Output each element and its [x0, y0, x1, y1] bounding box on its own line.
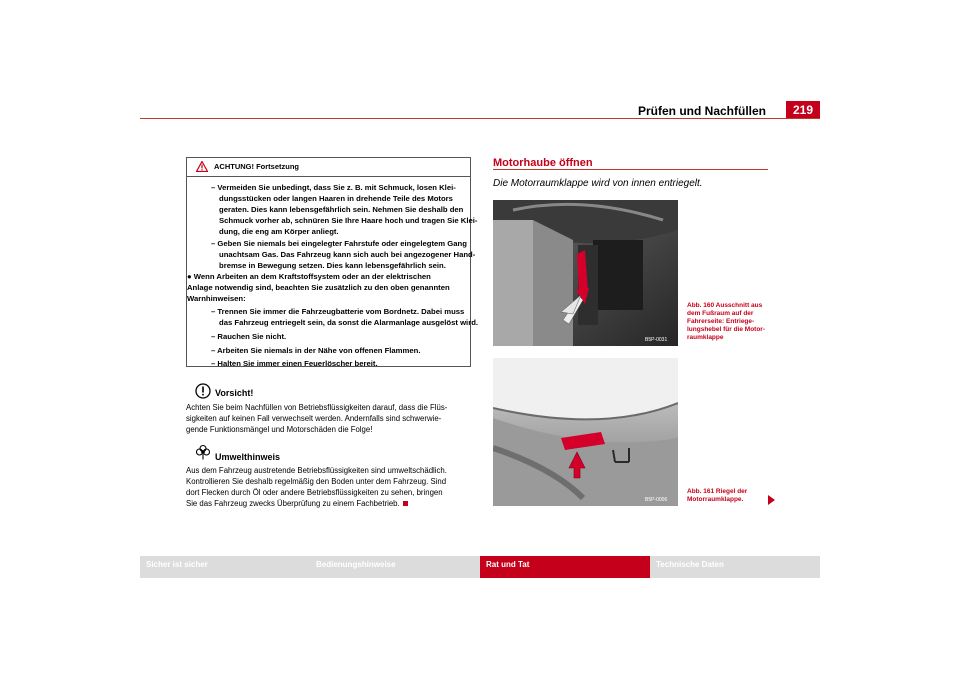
warning-line: – Trennen Sie immer die Fahrzeugbatterie vom Bordnetz. Dabei muss — [211, 307, 465, 316]
figure-code: B5P-0006 — [645, 497, 668, 503]
footwell-illustration — [493, 200, 678, 346]
caution-icon — [195, 383, 211, 399]
caution-line: sigkeiten auf keinen Fall verwechselt werden. Andernfalls sind schwerwie- — [186, 414, 442, 423]
warning-header — [187, 158, 470, 177]
warning-line: unachtsam Gas. Das Fahrzeug kann sich auch bei angezogener Hand- — [219, 250, 476, 259]
warning-title: ACHTUNG! Fortsetzung — [214, 162, 299, 171]
warning-line: Warnhinweisen: — [187, 294, 246, 303]
caution-line: gende Funktionsmängel und Motorschäden die Folge! — [186, 425, 373, 434]
bonnet-latch-illustration — [493, 358, 678, 506]
caption-line: lungshebel für die Motor- — [687, 326, 765, 333]
section-subtitle: Die Motorraumklappe wird von innen entriegelt. — [493, 178, 703, 189]
environment-line: Aus dem Fahrzeug austretende Betriebsflüssigkeiten sind umweltschädlich. — [186, 466, 447, 475]
caption-line: raumklappe — [687, 334, 724, 341]
caption-line: Motorraumklappe. — [687, 496, 744, 503]
warning-triangle-icon — [196, 161, 208, 172]
environment-flower-icon — [195, 444, 211, 460]
warning-line: das Fahrzeug entriegelt sein, da sonst die Alarmanlage ausgelöst wird. — [219, 318, 479, 327]
warning-line: – Rauchen Sie nicht. — [211, 332, 287, 341]
figure-161-caption — [687, 488, 747, 504]
section-title: Motorhaube öffnen — [493, 157, 593, 169]
warning-line: – Halten Sie immer einen Feuerlöscher bereit. — [211, 359, 378, 368]
caption-line: dem Fußraum auf der — [687, 310, 754, 317]
environment-line: Kontrollieren Sie deshalb regelmäßig den Boden unter dem Fahrzeug. Sind — [186, 477, 447, 486]
footer-tab-sicher-ist-sicher[interactable]: Sicher ist sicher — [140, 556, 310, 578]
warning-line: dungsstücken oder langen Haaren in drehende Teile des Motors — [219, 194, 453, 203]
environment-line: Sie das Fahrzeug zwecks Überprüfung zu einem Fachbetrieb. — [186, 499, 400, 508]
footer-tab-technische-daten[interactable]: Technische Daten — [650, 556, 820, 578]
section-title-rule — [493, 169, 768, 170]
figure-160-caption — [687, 302, 765, 342]
caption-line: Abb. 160 Ausschnitt aus — [687, 302, 763, 309]
warning-line: Schmuck vorher ab, schnüren Sie Ihre Haare hoch und tragen Sie Klei- — [219, 216, 478, 225]
page-header-title: Prüfen und Nachfüllen — [637, 104, 766, 118]
section-end-marker — [403, 501, 408, 506]
footer-tab-rat-und-tat[interactable]: Rat und Tat — [480, 556, 650, 578]
page-number: 219 — [786, 101, 820, 119]
caption-line: Abb. 161 Riegel der — [687, 488, 748, 495]
figure-code: B5P-0031 — [645, 337, 668, 343]
caution-title: Vorsicht! — [215, 388, 254, 398]
warning-line: ● Wenn Arbeiten an dem Kraftstoffsystem oder an der elektrischen — [187, 272, 431, 281]
environment-line-last — [186, 498, 408, 509]
warning-line: – Vermeiden Sie unbedingt, dass Sie z. B. mit Schmuck, losen Klei- — [211, 183, 456, 192]
next-page-arrow-icon[interactable] — [768, 495, 775, 505]
environment-title: Umwelthinweis — [215, 452, 281, 462]
warning-line: dung, die eng am Körper anliegt. — [219, 227, 339, 236]
warning-line: – Arbeiten Sie niemals in der Nähe von offenen Flammen. — [211, 346, 421, 355]
warning-line: Anlage notwendig sind, beachten Sie zusätzlich zu den oben genannten — [187, 283, 450, 292]
warning-line: geraten. Dies kann lebensgefährlich sein. Nehmen Sie deshalb den — [219, 205, 464, 214]
warning-line: bremse in Bewegung setzen. Dies kann lebensgefährlich sein. — [219, 261, 446, 270]
environment-line: dort Flecken durch Öl oder andere Betriebsflüssigkeiten zu sehen, bringen — [186, 488, 443, 497]
figure-160-photo — [493, 200, 678, 346]
footer-tab-bedienungshinweise[interactable]: Bedienungshinweise — [310, 556, 480, 578]
caution-line: Achten Sie beim Nachfüllen von Betriebsflüssigkeiten darauf, dass die Flüs- — [186, 403, 448, 412]
figure-161-photo — [493, 358, 678, 506]
caption-line: Fahrerseite: Entriege- — [687, 318, 755, 325]
warning-line: – Geben Sie niemals bei eingelegter Fahrstufe oder eingelegtem Gang — [211, 239, 467, 248]
header-rule — [140, 118, 820, 119]
